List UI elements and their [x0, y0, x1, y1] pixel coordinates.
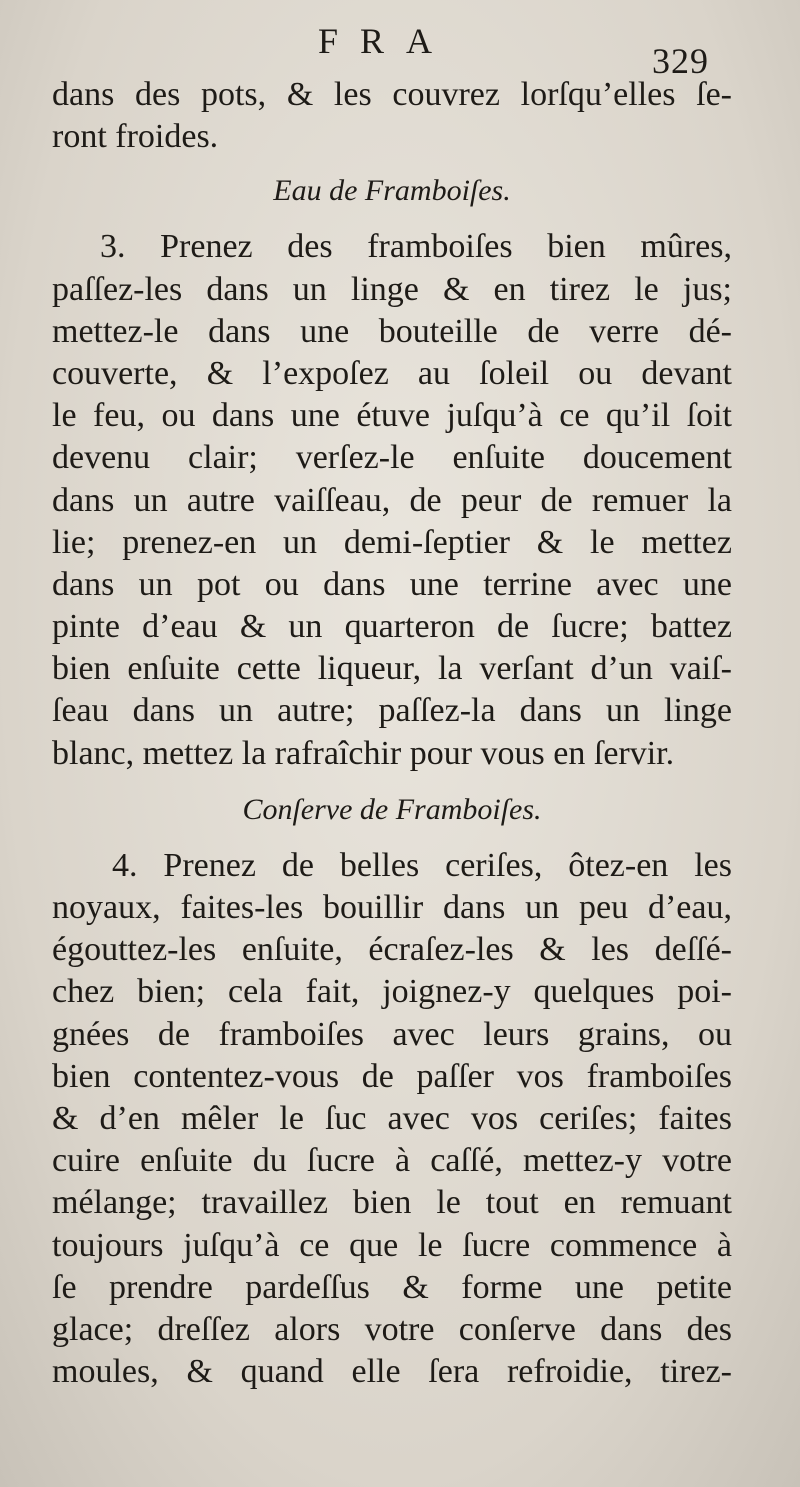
text-line: moules, & quand elle ſera refroidie, tirez-	[52, 1353, 732, 1391]
text-line: bien enſuite cette liqueur, la verſant d’un vaiſ-	[52, 650, 732, 688]
paragraph-recipe-3	[52, 226, 732, 774]
text-line: 4. Prenez de belles ceriſes, ôtez-en les	[112, 846, 732, 884]
text-line: 3. Prenez des framboiſes bien mûres,	[100, 228, 732, 266]
text-line: gnées de framboiſes avec leurs grains, ou	[52, 1015, 732, 1053]
text-line: cuire enſuite du ſucre à caſſé, mettez-y votre	[52, 1142, 732, 1180]
section-heading-eau-de-framboises: Eau de Framboiſes.	[273, 174, 511, 208]
text-line: mélange; travaillez bien le tout en remuant	[52, 1184, 732, 1222]
page-header	[0, 20, 800, 81]
text-line: paſſez-les dans un linge & en tirez le jus;	[52, 270, 732, 308]
text-line: ſeau dans un autre; paſſez-la dans un linge	[52, 692, 732, 730]
paragraph-recipe-4	[52, 845, 732, 1393]
text-line: ſe prendre pardeſſus & forme une petite	[52, 1268, 732, 1306]
text-line: égouttez-les enſuite, écraſez-les & les deſſé-	[52, 931, 732, 969]
text-line: blanc, mettez la rafraîchir pour vous en ſervir.	[52, 734, 675, 772]
text-line: bien contentez-vous de paſſer vos framboiſes	[52, 1057, 732, 1095]
paragraph-continuation	[52, 74, 732, 158]
text-line: devenu clair; verſez-le enſuite doucement	[52, 439, 732, 477]
text-line: & d’en mêler le ſuc avec vos ceriſes; faites	[52, 1099, 732, 1137]
page-number: 329	[652, 41, 709, 81]
text-line: pinte d’eau & un quarteron de ſucre; battez	[52, 608, 732, 646]
text-line: dans des pots, & les couvrez lorſqu’elles ſe-	[52, 76, 732, 113]
text-line: le feu, ou dans une étuve juſqu’à ce qu’il ſoit	[52, 397, 732, 435]
section-heading-conserve-de-framboises: Conſerve de Framboiſes.	[242, 792, 542, 826]
text-line: ront froides.	[52, 118, 219, 156]
text-line: noyaux, faites-les bouillir dans un peu d’eau,	[52, 889, 732, 926]
text-line: glace; dreſſez alors votre conſerve dans des	[52, 1310, 732, 1348]
text-line: toujours juſqu’à ce que le ſucre commence à	[52, 1226, 732, 1264]
text-line: chez bien; cela fait, joignez-y quelques poi-	[52, 973, 732, 1011]
running-head: FRA	[318, 21, 455, 61]
text-line: dans un pot ou dans une terrine avec une	[52, 565, 732, 603]
text-line: lie; prenez-en un demi-ſeptier & le mettez	[52, 523, 732, 561]
text-line: mettez-le dans une bouteille de verre dé-	[52, 312, 732, 350]
body-text	[52, 74, 732, 1393]
text-line: couverte, & l’expoſez au ſoleil ou devant	[52, 354, 732, 392]
text-line: dans un autre vaiſſeau, de peur de remuer la	[52, 481, 732, 519]
